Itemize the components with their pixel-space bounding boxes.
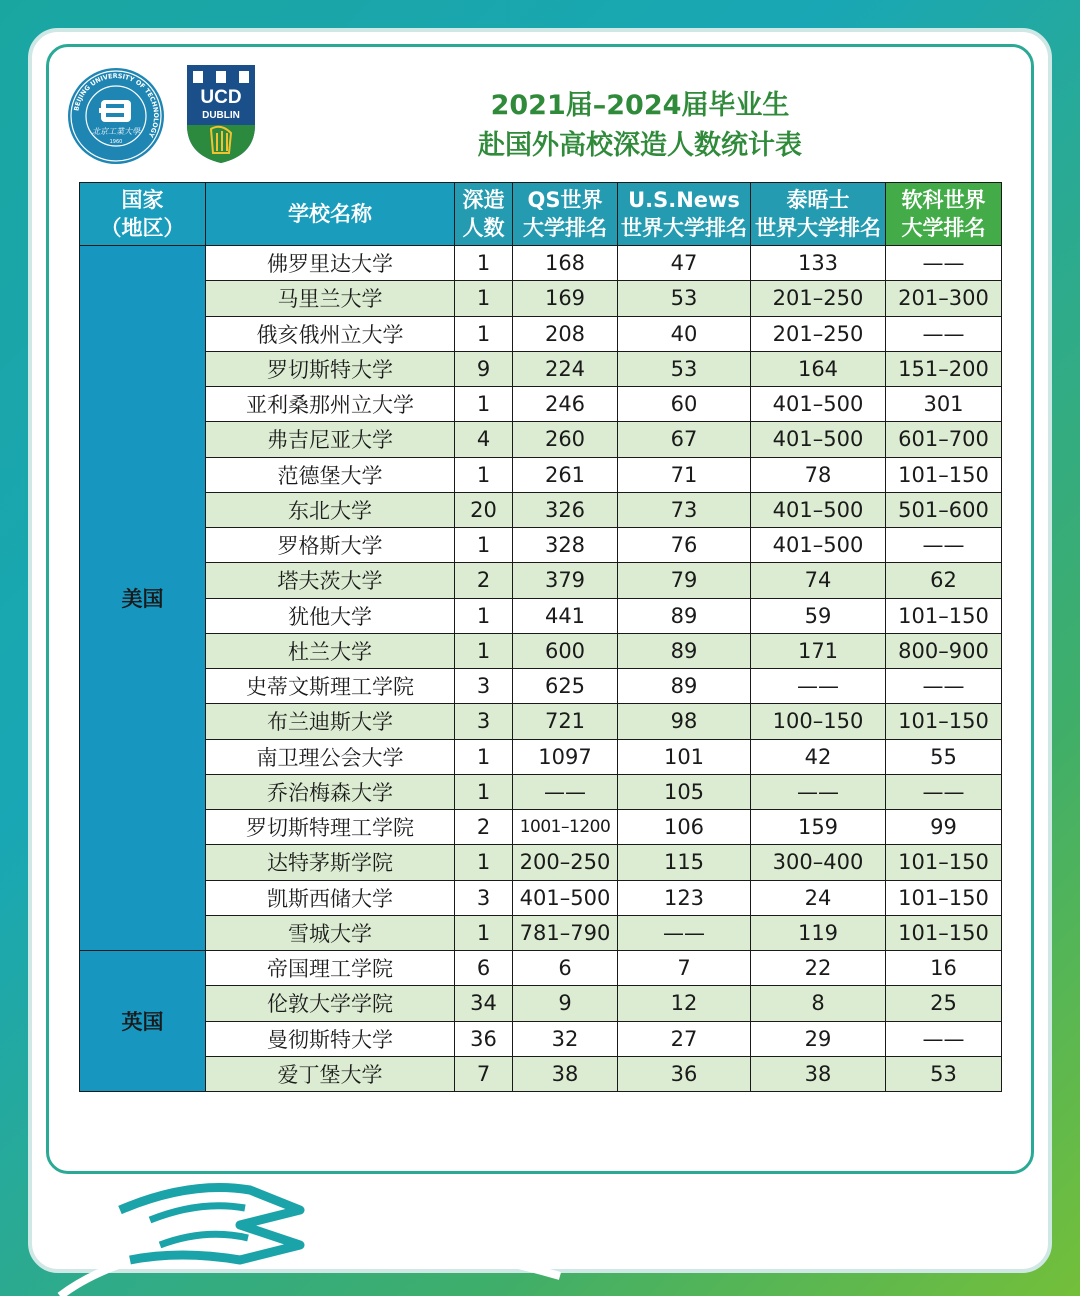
page-title bbox=[330, 86, 950, 166]
cell-arwu: 601–700 bbox=[886, 422, 1002, 457]
cell-usn: 106 bbox=[618, 810, 751, 845]
cell-school: 爱丁堡大学 bbox=[206, 1056, 455, 1091]
cell-qs: 208 bbox=[513, 316, 618, 351]
header-country: 国家 （地区） bbox=[80, 183, 206, 246]
cell-the: 401–500 bbox=[751, 422, 886, 457]
cell-qs: 401–500 bbox=[513, 880, 618, 915]
cell-the: 119 bbox=[751, 915, 886, 950]
cell-num: 2 bbox=[455, 810, 513, 845]
cell-school: 乔治梅森大学 bbox=[206, 774, 455, 809]
cell-school: 达特茅斯学院 bbox=[206, 845, 455, 880]
cell-usn: 89 bbox=[618, 633, 751, 668]
table-row bbox=[80, 669, 1002, 704]
table-row bbox=[80, 633, 1002, 668]
cell-school: 罗格斯大学 bbox=[206, 528, 455, 563]
stats-table bbox=[79, 182, 1002, 1092]
cell-qs: 224 bbox=[513, 351, 618, 386]
cell-the: 74 bbox=[751, 563, 886, 598]
cell-school: 俄亥俄州立大学 bbox=[206, 316, 455, 351]
cell-the: 164 bbox=[751, 351, 886, 386]
cell-arwu: 62 bbox=[886, 563, 1002, 598]
table-row bbox=[80, 598, 1002, 633]
title-line-1: 2021届–2024届毕业生 bbox=[490, 90, 790, 121]
cell-num: 1 bbox=[455, 316, 513, 351]
cell-num: 34 bbox=[455, 986, 513, 1021]
cell-school: 东北大学 bbox=[206, 492, 455, 527]
header-count: 深造 人数 bbox=[455, 183, 513, 246]
cell-arwu: 101–150 bbox=[886, 880, 1002, 915]
cell-num: 7 bbox=[455, 1056, 513, 1091]
cell-qs: 260 bbox=[513, 422, 618, 457]
cell-qs: 379 bbox=[513, 563, 618, 598]
cell-usn: 53 bbox=[618, 281, 751, 316]
cell-the: 100–150 bbox=[751, 704, 886, 739]
cell-school: 罗切斯特理工学院 bbox=[206, 810, 455, 845]
cell-school: 亚利桑那州立大学 bbox=[206, 387, 455, 422]
cell-the: 401–500 bbox=[751, 387, 886, 422]
table-row bbox=[80, 528, 1002, 563]
cell-num: 3 bbox=[455, 669, 513, 704]
cell-usn: 105 bbox=[618, 774, 751, 809]
cell-num: 3 bbox=[455, 880, 513, 915]
cell-usn: 79 bbox=[618, 563, 751, 598]
cell-qs: —— bbox=[513, 774, 618, 809]
logo-chinese-name: 北京工業大學 bbox=[92, 127, 140, 136]
cell-school: 马里兰大学 bbox=[206, 281, 455, 316]
cell-the: 78 bbox=[751, 457, 886, 492]
cell-arwu: 99 bbox=[886, 810, 1002, 845]
table-row bbox=[80, 845, 1002, 880]
dublin-text: DUBLIN bbox=[202, 110, 240, 121]
cell-arwu: —— bbox=[886, 528, 1002, 563]
table-row bbox=[80, 951, 1002, 986]
table-row bbox=[80, 316, 1002, 351]
cell-qs: 246 bbox=[513, 387, 618, 422]
region-cell: 英国 bbox=[80, 951, 206, 1092]
cell-school: 犹他大学 bbox=[206, 598, 455, 633]
cell-the: 42 bbox=[751, 739, 886, 774]
cell-arwu: 101–150 bbox=[886, 915, 1002, 950]
cell-school: 凯斯西储大学 bbox=[206, 880, 455, 915]
cell-qs: 9 bbox=[513, 986, 618, 1021]
b-emblem-icon bbox=[99, 100, 131, 122]
cell-qs: 168 bbox=[513, 246, 618, 281]
cell-the: 133 bbox=[751, 246, 886, 281]
table-header-row bbox=[80, 183, 1002, 246]
cell-qs: 38 bbox=[513, 1056, 618, 1091]
cell-the: 29 bbox=[751, 1021, 886, 1056]
cell-usn: 98 bbox=[618, 704, 751, 739]
cell-qs: 326 bbox=[513, 492, 618, 527]
table-row bbox=[80, 880, 1002, 915]
cell-num: 9 bbox=[455, 351, 513, 386]
cell-the: 38 bbox=[751, 1056, 886, 1091]
cell-usn: 27 bbox=[618, 1021, 751, 1056]
cell-qs: 32 bbox=[513, 1021, 618, 1056]
cell-usn: 7 bbox=[618, 951, 751, 986]
cell-usn: 71 bbox=[618, 457, 751, 492]
cell-school: 伦敦大学学院 bbox=[206, 986, 455, 1021]
cell-num: 1 bbox=[455, 387, 513, 422]
table-row bbox=[80, 1021, 1002, 1056]
cell-the: 159 bbox=[751, 810, 886, 845]
cell-arwu: —— bbox=[886, 316, 1002, 351]
header-times: 泰晤士 世界大学排名 bbox=[751, 183, 886, 246]
table-row bbox=[80, 246, 1002, 281]
cell-usn: 12 bbox=[618, 986, 751, 1021]
cell-the: 59 bbox=[751, 598, 886, 633]
logo-year: 1960 bbox=[109, 139, 123, 145]
table-row bbox=[80, 492, 1002, 527]
cell-num: 1 bbox=[455, 281, 513, 316]
table-row bbox=[80, 915, 1002, 950]
cell-qs: 1097 bbox=[513, 739, 618, 774]
cell-num: 1 bbox=[455, 774, 513, 809]
cell-the: 201–250 bbox=[751, 316, 886, 351]
cell-usn: —— bbox=[618, 915, 751, 950]
cell-qs: 261 bbox=[513, 457, 618, 492]
cell-usn: 47 bbox=[618, 246, 751, 281]
cell-num: 1 bbox=[455, 528, 513, 563]
cell-num: 1 bbox=[455, 246, 513, 281]
cell-arwu: 201–300 bbox=[886, 281, 1002, 316]
cell-arwu: 301 bbox=[886, 387, 1002, 422]
table-row bbox=[80, 774, 1002, 809]
cell-qs: 721 bbox=[513, 704, 618, 739]
cell-arwu: 101–150 bbox=[886, 845, 1002, 880]
header-school: 学校名称 bbox=[206, 183, 455, 246]
table-row bbox=[80, 422, 1002, 457]
cell-the: 8 bbox=[751, 986, 886, 1021]
cell-qs: 200–250 bbox=[513, 845, 618, 880]
cell-the: 401–500 bbox=[751, 492, 886, 527]
region-cell: 美国 bbox=[80, 246, 206, 951]
cell-num: 2 bbox=[455, 563, 513, 598]
cell-usn: 123 bbox=[618, 880, 751, 915]
cell-num: 1 bbox=[455, 739, 513, 774]
cell-arwu: 101–150 bbox=[886, 457, 1002, 492]
ucd-logo bbox=[185, 63, 257, 165]
cell-num: 4 bbox=[455, 422, 513, 457]
cell-usn: 89 bbox=[618, 598, 751, 633]
table-row bbox=[80, 1056, 1002, 1091]
cell-school: 罗切斯特大学 bbox=[206, 351, 455, 386]
title-line-2: 赴国外高校深造人数统计表 bbox=[478, 130, 802, 161]
table-row bbox=[80, 281, 1002, 316]
cell-school: 史蒂文斯理工学院 bbox=[206, 669, 455, 704]
table-row bbox=[80, 739, 1002, 774]
cell-qs: 1001–1200 bbox=[513, 810, 618, 845]
cell-school: 弗吉尼亚大学 bbox=[206, 422, 455, 457]
cell-the: —— bbox=[751, 669, 886, 704]
cell-num: 1 bbox=[455, 633, 513, 668]
cell-school: 范德堡大学 bbox=[206, 457, 455, 492]
bjut-logo bbox=[66, 66, 166, 166]
cell-num: 20 bbox=[455, 492, 513, 527]
cell-usn: 67 bbox=[618, 422, 751, 457]
cell-usn: 53 bbox=[618, 351, 751, 386]
cell-usn: 73 bbox=[618, 492, 751, 527]
table-row bbox=[80, 704, 1002, 739]
table-row bbox=[80, 457, 1002, 492]
logo-ring-text: BEIJING UNIVERSITY OF TECHNOLOGY bbox=[72, 71, 161, 139]
cell-school: 曼彻斯特大学 bbox=[206, 1021, 455, 1056]
table-row bbox=[80, 810, 1002, 845]
cell-the: 201–250 bbox=[751, 281, 886, 316]
cell-the: —— bbox=[751, 774, 886, 809]
cell-arwu: 55 bbox=[886, 739, 1002, 774]
cell-the: 300–400 bbox=[751, 845, 886, 880]
cell-num: 1 bbox=[455, 915, 513, 950]
cell-school: 佛罗里达大学 bbox=[206, 246, 455, 281]
cell-num: 6 bbox=[455, 951, 513, 986]
cell-usn: 60 bbox=[618, 387, 751, 422]
cell-num: 3 bbox=[455, 704, 513, 739]
cell-school: 雪城大学 bbox=[206, 915, 455, 950]
cell-qs: 441 bbox=[513, 598, 618, 633]
cell-qs: 625 bbox=[513, 669, 618, 704]
cell-arwu: 151–200 bbox=[886, 351, 1002, 386]
cell-qs: 600 bbox=[513, 633, 618, 668]
cell-school: 南卫理公会大学 bbox=[206, 739, 455, 774]
cell-arwu: —— bbox=[886, 246, 1002, 281]
cell-school: 杜兰大学 bbox=[206, 633, 455, 668]
cell-the: 22 bbox=[751, 951, 886, 986]
table-row bbox=[80, 563, 1002, 598]
table-row bbox=[80, 351, 1002, 386]
cell-usn: 40 bbox=[618, 316, 751, 351]
cell-arwu: 53 bbox=[886, 1056, 1002, 1091]
cell-arwu: 25 bbox=[886, 986, 1002, 1021]
cell-num: 1 bbox=[455, 598, 513, 633]
cell-num: 1 bbox=[455, 845, 513, 880]
cell-arwu: 800–900 bbox=[886, 633, 1002, 668]
cell-qs: 328 bbox=[513, 528, 618, 563]
cell-the: 401–500 bbox=[751, 528, 886, 563]
cell-arwu: —— bbox=[886, 1021, 1002, 1056]
cell-qs: 6 bbox=[513, 951, 618, 986]
cell-arwu: —— bbox=[886, 669, 1002, 704]
cell-usn: 101 bbox=[618, 739, 751, 774]
cell-arwu: 101–150 bbox=[886, 598, 1002, 633]
castle-icon bbox=[193, 71, 249, 83]
cell-the: 24 bbox=[751, 880, 886, 915]
cell-school: 塔夫茨大学 bbox=[206, 563, 455, 598]
cell-school: 布兰迪斯大学 bbox=[206, 704, 455, 739]
cell-qs: 169 bbox=[513, 281, 618, 316]
cell-qs: 781–790 bbox=[513, 915, 618, 950]
book-emblem-icon bbox=[0, 1100, 1080, 1296]
ucd-text: UCD bbox=[200, 87, 242, 108]
cell-arwu: 101–150 bbox=[886, 704, 1002, 739]
cell-arwu: 16 bbox=[886, 951, 1002, 986]
header-qs: QS世界 大学排名 bbox=[513, 183, 618, 246]
header-usnews: U.S.News 世界大学排名 bbox=[618, 183, 751, 246]
cell-arwu: 501–600 bbox=[886, 492, 1002, 527]
cell-the: 171 bbox=[751, 633, 886, 668]
cell-num: 36 bbox=[455, 1021, 513, 1056]
cell-arwu: —— bbox=[886, 774, 1002, 809]
cell-usn: 89 bbox=[618, 669, 751, 704]
cell-num: 1 bbox=[455, 457, 513, 492]
table-row bbox=[80, 387, 1002, 422]
cell-usn: 36 bbox=[618, 1056, 751, 1091]
table-row bbox=[80, 986, 1002, 1021]
header-arwu: 软科世界 大学排名 bbox=[886, 183, 1002, 246]
cell-usn: 76 bbox=[618, 528, 751, 563]
cell-school: 帝国理工学院 bbox=[206, 951, 455, 986]
cell-usn: 115 bbox=[618, 845, 751, 880]
